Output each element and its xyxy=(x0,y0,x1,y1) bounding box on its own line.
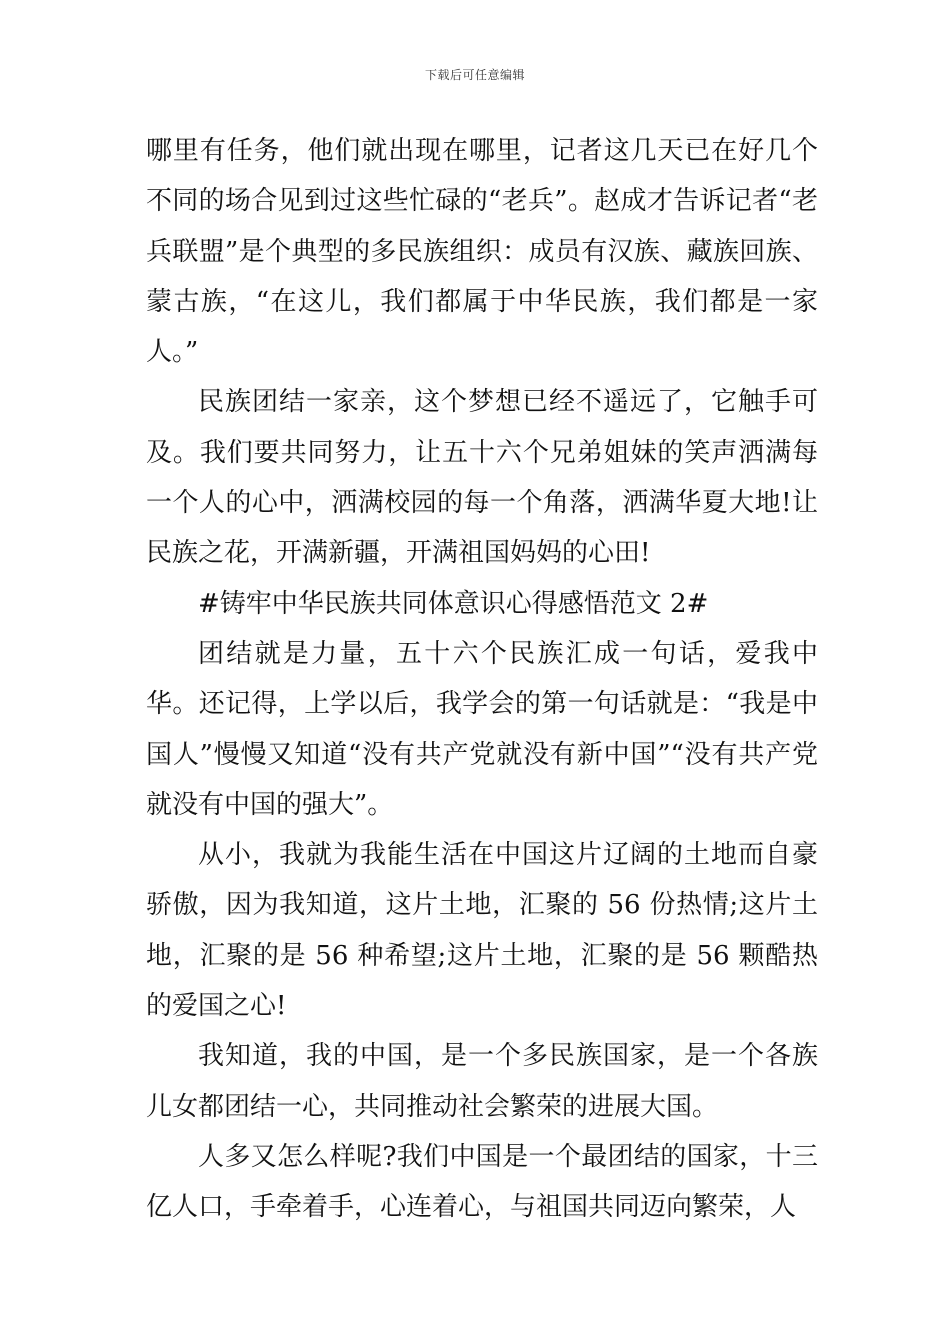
paragraph: 团结就是力量，五十六个民族汇成一句话，爱我中华。还记得，上学以后，我学会的第一句话就是：“我是中国人”慢慢又知道“没有共产党就没有新中国”“没有共产党就没有中国的强大”。 xyxy=(146,638,818,820)
paragraph: 从小，我就为我能生活在中国这片辽阔的土地而自豪骄傲，因为我知道，这片土地，汇聚的 56 份热情;这片土地，汇聚的是 56 种希望;这片土地，汇聚的是 56 颗酷热的爱国之心! xyxy=(146,840,818,1022)
paragraph: 人多又怎么样呢?我们中国是一个最团结的国家，十三亿人口，手牵着手，心连着心，与祖国共同迈向繁荣，人 xyxy=(146,1141,818,1223)
paragraph-continuation: 哪里有任务，他们就出现在哪里，记者这几天已在好几个不同的场合见到过这些忙碌的“老兵”。赵成才告诉记者“老兵联盟”是个典型的多民族组织：成员有汉族、藏族回族、蒙古族，“在这儿，我们都属于中华民族，我们都是一家人。” xyxy=(146,136,818,368)
paragraph: 我知道，我的中国，是一个多民族国家，是一个各族儿女都团结一心，共同推动社会繁荣的进展大国。 xyxy=(146,1041,818,1122)
section-heading: #铸牢中华民族共同体意识心得感悟范文 2# xyxy=(198,588,709,619)
document-body xyxy=(146,126,818,1233)
page-header: 下载后可任意编辑 xyxy=(424,68,525,82)
paragraph: 民族团结一家亲，这个梦想已经不遥远了，它触手可及。我们要共同努力，让五十六个兄弟姐妹的笑声洒满每一个人的心中，洒满校园的每一个角落，洒满华夏大地!让民族之花，开满新疆，开满祖国妈妈的心田! xyxy=(146,387,818,569)
